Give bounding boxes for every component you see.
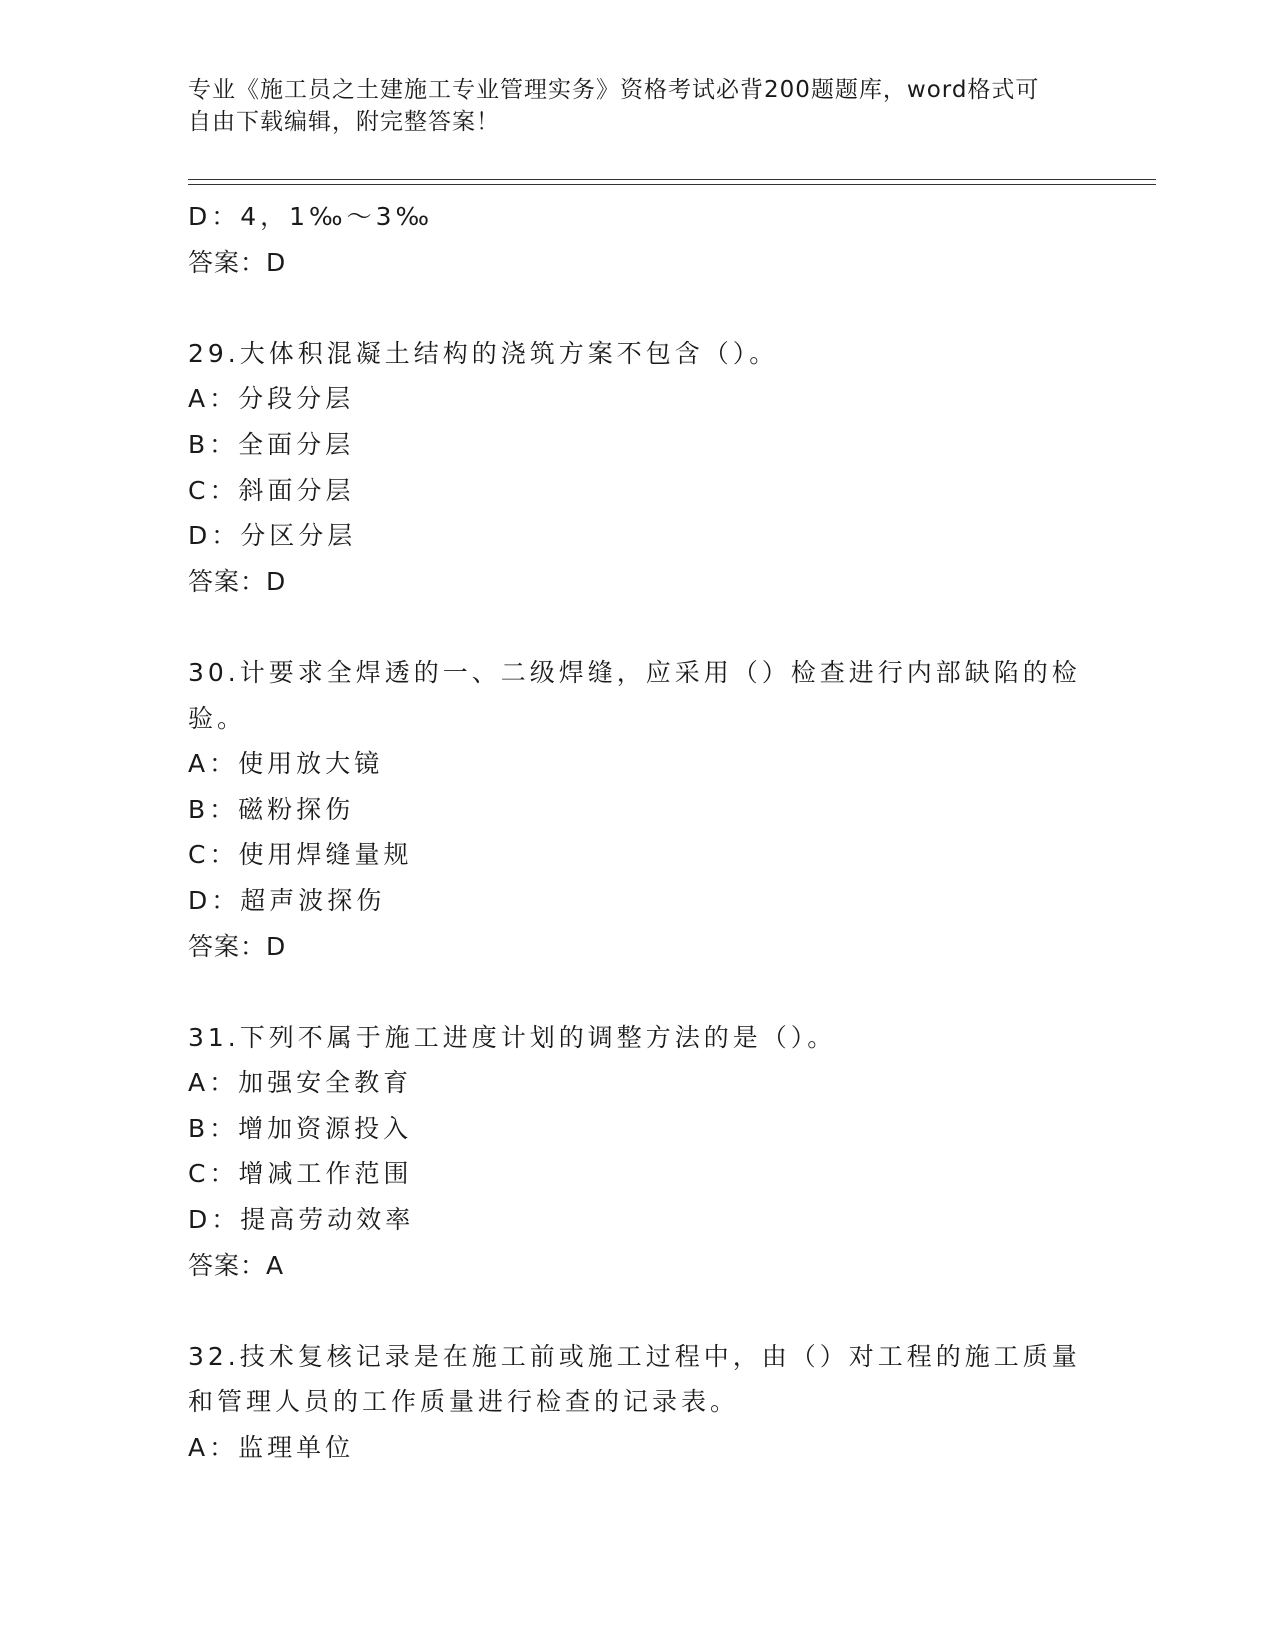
- question-32: [188, 1334, 1088, 1471]
- question-31-option-a: A：加强安全教育: [188, 1068, 413, 1098]
- spacer: [188, 1288, 1088, 1334]
- prev-question-option-d: D：4，1‰～3‰: [188, 202, 434, 231]
- question-31-text: 31.下列不属于施工进度计划的调整方法的是（）。: [188, 1022, 837, 1052]
- document-header: [188, 74, 1088, 138]
- question-32-text-line-2: 和管理人员的工作质量进行检查的记录表。: [188, 1387, 740, 1417]
- question-31-option-c: C：增减工作范围: [188, 1159, 413, 1189]
- question-32-option-a: A：监理单位: [188, 1433, 355, 1463]
- question-30-text-line-1: 30.计要求全焊透的一、二级焊缝，应采用（）检查进行内部缺陷的检: [188, 657, 1081, 687]
- question-30-option-b: B：磁粉探伤: [188, 794, 355, 824]
- prev-question-answer: 答案：D: [188, 247, 287, 277]
- question-31: [188, 1015, 1088, 1289]
- question-30-text-line-2: 验。: [188, 703, 247, 733]
- question-30-option-d: D：超声波探伤: [188, 885, 386, 915]
- question-30-answer: 答案：D: [188, 931, 287, 961]
- spacer: [188, 604, 1088, 650]
- spacer: [188, 969, 1088, 1015]
- question-29-answer: 答案：D: [188, 566, 287, 596]
- question-32-text-line-1: 32.技术复核记录是在施工前或施工过程中，由（）对工程的施工质量: [188, 1341, 1081, 1371]
- header-divider-top: [188, 179, 1156, 180]
- question-30-option-c: C：使用焊缝量规: [188, 840, 413, 870]
- question-31-answer: 答案：A: [188, 1250, 285, 1280]
- question-29: [188, 331, 1088, 605]
- question-31-option-d: D：提高劳动效率: [188, 1205, 415, 1235]
- header-title-line-2: 自由下载编辑，附完整答案！: [188, 109, 500, 135]
- header-divider-bottom: [188, 184, 1156, 185]
- question-29-option-d: D：分区分层: [188, 521, 357, 551]
- header-title-line-1: 专业《施工员之土建施工专业管理实务》资格考试必背200题题库，word格式可: [188, 77, 1040, 103]
- question-list: [188, 194, 1088, 1471]
- question-29-option-c: C：斜面分层: [188, 475, 355, 505]
- question-29-text: 29.大体积混凝土结构的浇筑方案不包含（）。: [188, 338, 779, 368]
- question-30-option-a: A：使用放大镜: [188, 749, 384, 779]
- question-29-option-b: B：全面分层: [188, 429, 355, 459]
- question-30: [188, 650, 1088, 969]
- spacer: [188, 285, 1088, 331]
- question-29-option-a: A：分段分层: [188, 384, 355, 414]
- question-31-option-b: B：增加资源投入: [188, 1113, 413, 1143]
